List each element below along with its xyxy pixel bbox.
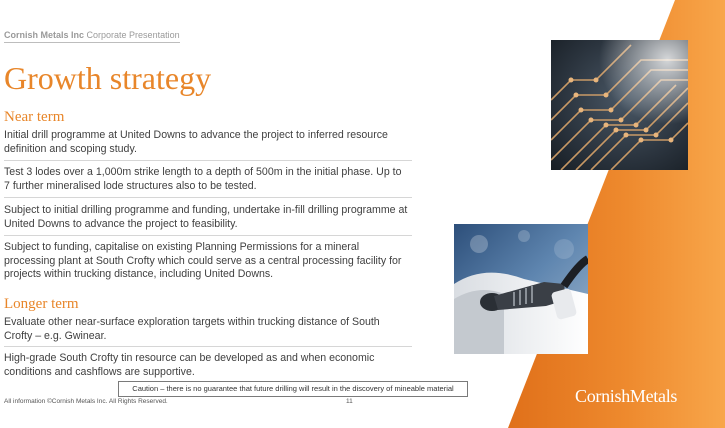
longer-term-heading: Longer term — [4, 296, 79, 312]
near-term-heading: Near term — [4, 109, 65, 125]
longer-term-item-1: Evaluate other near-surface exploration targets within trucking distance of South Crofty – e.g. Gwinear. — [4, 316, 380, 342]
footer-copyright: All information ©Cornish Metals Inc. All Rights Reserved. — [4, 398, 168, 405]
header-company: Cornish Metals Inc — [4, 30, 85, 40]
near-term-item-4: Subject to funding, capitalise on existing Planning Permissions for a mineral processing plant at South Crofty which could serve as a central processing facility for projects within trucking distance, including United Downs. — [4, 241, 402, 280]
page-number: 11 — [346, 398, 353, 405]
divider — [4, 346, 412, 347]
divider — [4, 235, 412, 236]
near-term-item-1: Initial drill programme at United Downs to advance the project to inferred resource definition and scoping study. — [4, 129, 388, 155]
cornish-metals-logo — [575, 386, 677, 407]
slide-title: Growth strategy — [4, 60, 212, 96]
ev-charging-image — [454, 224, 588, 354]
presentation-header — [4, 30, 180, 43]
circuit-board-image — [551, 40, 688, 170]
caution-note: Caution – there is no guarantee that future drilling will result in the discovery of mineable material — [118, 381, 468, 397]
logo-part-2: Metals — [629, 386, 678, 406]
near-term-item-3: Subject to initial drilling programme and funding, undertake in-fill drilling programme at United Downs to advance the project to feasibility. — [4, 204, 408, 230]
logo-part-1: Cornish — [575, 386, 630, 406]
divider — [4, 197, 412, 198]
near-term-item-2: Test 3 lodes over a 1,000m strike length to a depth of 500m in the initial phase. Up to 7 further mineralised lode structures also to be tested. — [4, 166, 402, 192]
divider — [4, 160, 412, 161]
header-doc: Corporate Presentation — [86, 30, 180, 40]
longer-term-item-2: High-grade South Crofty tin resource can be developed as and when economic conditions and cashflows are supportive. — [4, 352, 375, 378]
